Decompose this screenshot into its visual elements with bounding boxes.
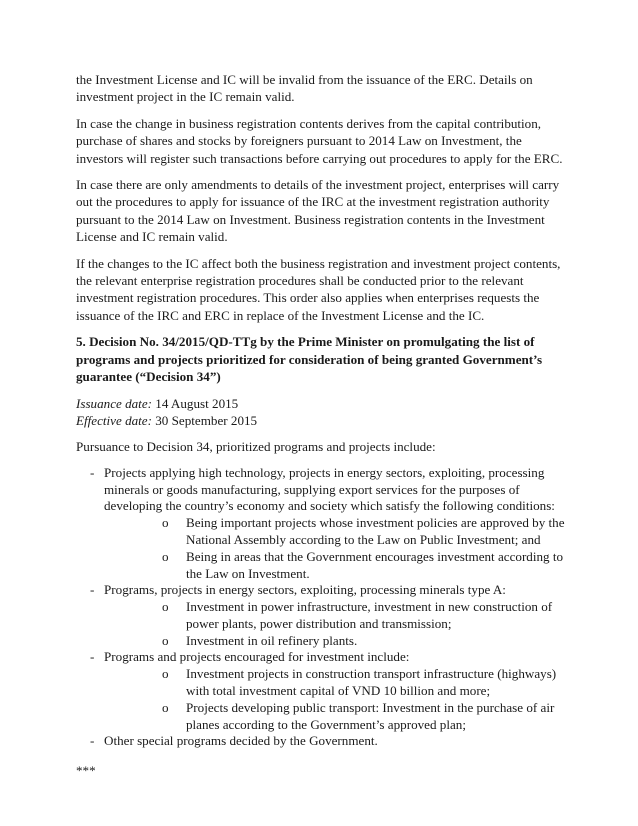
sub-list	[104, 515, 568, 582]
circle-marker: o	[162, 666, 169, 682]
list-item	[76, 582, 568, 649]
list-item-text: Other special programs decided by the Government.	[104, 733, 378, 749]
paragraph-license-validity: the Investment License and IC will be invalid from the issuance of the ERC. Details on investment project in the IC remain valid.	[76, 72, 533, 105]
circle-marker: o	[162, 599, 169, 615]
circle-marker: o	[162, 632, 169, 648]
list-item	[76, 733, 568, 750]
end-mark: ***	[76, 763, 96, 779]
list-item	[76, 465, 568, 583]
list-item	[76, 649, 568, 733]
page-content	[76, 71, 568, 779]
list-item-text: Projects applying high technology, projects in energy sectors, exploiting, processing minerals or goods manufacturing, supplying export services for the purposes of developing the country’s economy and society which satisfy the following conditions:	[104, 464, 555, 514]
list-intro: Pursuance to Decision 34, prioritized programs and projects include:	[76, 439, 436, 455]
list-item-text: Programs and projects encouraged for investment include:	[104, 649, 410, 665]
sub-list-item-text: Being important projects whose investment policies are approved by the National Assembly according to the Law on Public Investment; and	[186, 515, 565, 547]
sub-list-item	[104, 700, 568, 734]
dash-marker: -	[90, 582, 95, 598]
circle-marker: o	[162, 515, 169, 531]
issuance-date-label: Issuance date:	[76, 395, 152, 411]
sub-list-item-text: Being in areas that the Government encourages investment according to the Law on Investment.	[186, 548, 564, 581]
sub-list	[104, 599, 568, 649]
priority-list	[76, 465, 568, 751]
list-item-text: Programs, projects in energy sectors, exploiting, processing minerals type A:	[104, 582, 506, 598]
sub-list-item-text: Investment projects in construction transport infrastructure (highways) with total investment capital of VND 10 billion and more;	[186, 666, 557, 699]
circle-marker: o	[162, 699, 169, 715]
sub-list-item	[104, 515, 568, 549]
paragraph-combined-changes: If the changes to the IC affect both the business registration and investment project contents, the relevant enterprise registration procedures shall be conducted prior to the relevant investment registration procedures. This order also applies when enterprises requests the issuance of the IRC and ERC in replace of the Investment License and the IC.	[76, 255, 561, 323]
sub-list-item-text: Projects developing public transport: Investment in the purchase of air planes according to the Government’s approved plan;	[186, 699, 555, 732]
decision-dates	[76, 395, 568, 430]
section-heading: 5. Decision No. 34/2015/QD-TTg by the Prime Minister on promulgating the list of programs and projects prioritized for consideration of being granted Government’s guarantee (“Decision 34”)	[76, 334, 543, 385]
sub-list-item-text: Investment in oil refinery plants.	[186, 632, 358, 648]
dash-marker: -	[90, 733, 95, 749]
paragraph-capital-contribution: In case the change in business registration contents derives from the capital contribution, purchase of shares and stocks by foreigners pursuant to 2014 Law on Investment, the investors will register such transactions before carrying out procedures to apply for the ERC.	[76, 115, 563, 166]
sub-list-item-text: Investment in power infrastructure, investment in new construction of power plants, power distribution and transmission;	[186, 599, 553, 631]
sub-list-item	[104, 549, 568, 583]
issuance-date-value: 14 August 2015	[152, 395, 239, 411]
sub-list-item	[104, 599, 568, 633]
sub-list-item	[104, 666, 568, 700]
effective-date-value: 30 September 2015	[151, 412, 258, 428]
circle-marker: o	[162, 548, 169, 564]
effective-date-label: Effective date:	[76, 412, 152, 428]
sub-list-item	[104, 633, 568, 650]
dash-marker: -	[90, 464, 95, 480]
paragraph-project-amendments: In case there are only amendments to details of the investment project, enterprises will carry out the procedures to apply for issuance of the IRC at the investment registration authority pursuant to the 2014 Law on Investment. Business registration contents in the Investment License and IC remain valid.	[76, 177, 560, 245]
dash-marker: -	[90, 649, 95, 665]
effective-date-line	[76, 412, 568, 429]
issuance-date-line	[76, 395, 568, 412]
sub-list	[104, 666, 568, 733]
